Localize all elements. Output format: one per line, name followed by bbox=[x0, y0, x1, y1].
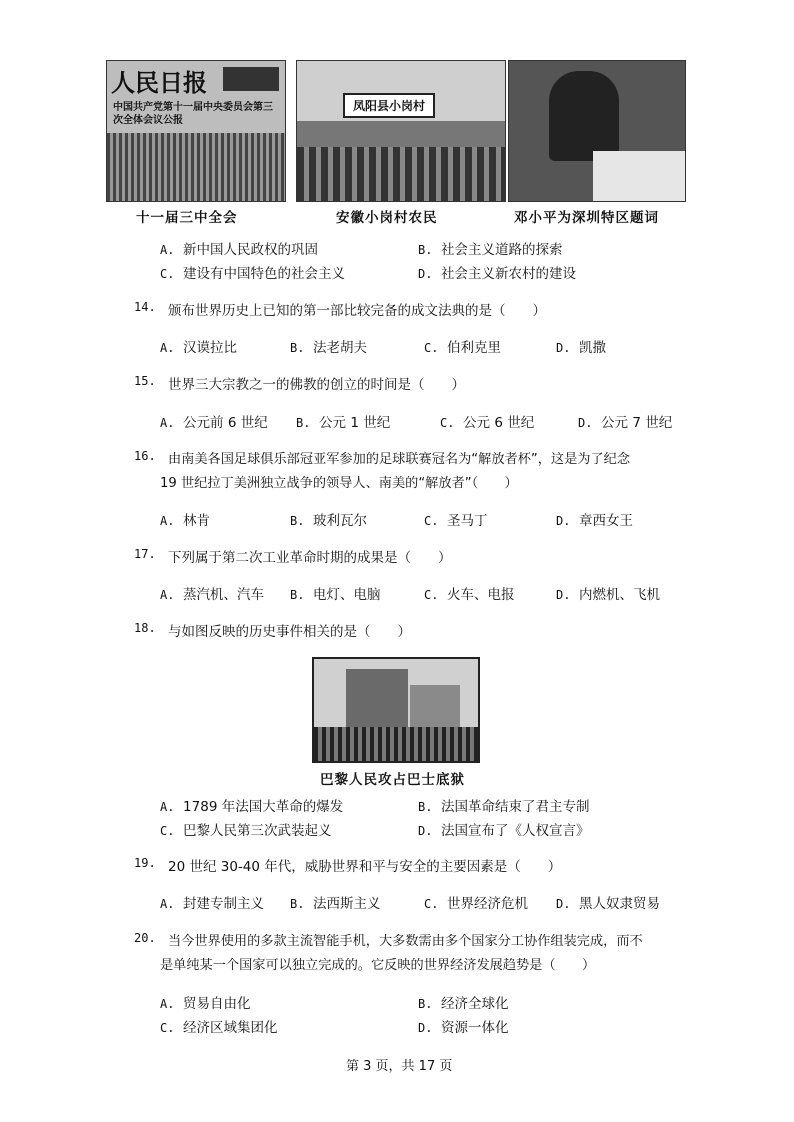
q17-number: 17. bbox=[134, 547, 156, 561]
option-text: 资源一体化 bbox=[441, 1020, 509, 1036]
q16-stem-line1: 由南美各国足球俱乐部冠亚军参加的足球联赛冠名为“解放者杯”，这是为了纪念 bbox=[168, 452, 631, 467]
option-text: 玻利瓦尔 bbox=[313, 513, 368, 529]
option-letter: C. bbox=[424, 588, 439, 602]
q20-number: 20. bbox=[134, 931, 156, 945]
option-text: 章西女王 bbox=[579, 513, 634, 529]
option-text: 圣马丁 bbox=[447, 513, 488, 529]
option-text: 内燃机、飞机 bbox=[579, 587, 661, 603]
option-text: 封建专制主义 bbox=[183, 896, 265, 912]
option-text: 汉谟拉比 bbox=[183, 340, 238, 356]
deng-inscription-photo bbox=[508, 60, 686, 202]
option-letter: A. bbox=[160, 514, 175, 528]
q17-stem: 下列属于第二次工业革命时期的成果是（ ） bbox=[168, 550, 452, 566]
option-text: 社会主义新农村的建设 bbox=[441, 266, 577, 282]
bastille-engraving bbox=[312, 657, 480, 763]
option-text: 火车、电报 bbox=[447, 587, 515, 603]
option-text: 贸易自由化 bbox=[183, 996, 251, 1012]
option-letter: A. bbox=[160, 416, 175, 430]
q16-option-b[interactable] bbox=[290, 509, 367, 529]
q19-option-b[interactable] bbox=[290, 892, 381, 912]
option-letter: D. bbox=[418, 1021, 433, 1035]
q15-option-d[interactable] bbox=[578, 411, 672, 431]
paper-sheet bbox=[593, 151, 685, 201]
option-letter: C. bbox=[440, 416, 455, 430]
gate-sign: 凤阳县小岗村 bbox=[343, 93, 435, 118]
q18-option-c[interactable] bbox=[160, 819, 332, 839]
q17-option-c[interactable] bbox=[424, 583, 515, 603]
option-text: 电灯、电脑 bbox=[313, 587, 381, 603]
q19-option-a[interactable] bbox=[160, 892, 264, 912]
q20-option-c[interactable] bbox=[160, 1016, 278, 1036]
option-text: 巴黎人民第三次武装起义 bbox=[183, 823, 332, 839]
q19-option-c[interactable] bbox=[424, 892, 528, 912]
q20-option-a[interactable] bbox=[160, 992, 251, 1012]
option-text: 凯撒 bbox=[579, 340, 607, 356]
option-letter: A. bbox=[160, 341, 175, 355]
option-text: 建设有中国特色的社会主义 bbox=[183, 266, 346, 282]
option-text: 蒸汽机、汽车 bbox=[183, 587, 265, 603]
option-text: 世界经济危机 bbox=[447, 896, 529, 912]
q15-option-c[interactable] bbox=[440, 411, 534, 431]
q15-option-a[interactable] bbox=[160, 411, 268, 431]
option-text: 林肯 bbox=[183, 513, 211, 529]
q14-option-d[interactable] bbox=[556, 336, 606, 356]
q14-stem: 颁布世界历史上已知的第一部比较完备的成文法典的是（ ） bbox=[168, 303, 546, 319]
q17-option-b[interactable] bbox=[290, 583, 381, 603]
newspaper-text-block bbox=[107, 133, 285, 201]
q14-option-c[interactable] bbox=[424, 336, 501, 356]
q13-option-a[interactable] bbox=[160, 238, 318, 258]
option-letter: D. bbox=[578, 416, 593, 430]
option-letter: C. bbox=[160, 1021, 175, 1035]
option-text: 公元 7 世纪 bbox=[601, 415, 673, 431]
option-letter: B. bbox=[418, 800, 433, 814]
page-footer: 第 3 页，共 17 页 bbox=[346, 1059, 453, 1074]
option-text: 法国宣布了《人权宣言》 bbox=[441, 823, 590, 839]
option-letter: C. bbox=[424, 897, 439, 911]
q14-option-a[interactable] bbox=[160, 336, 237, 356]
q18-option-a[interactable] bbox=[160, 795, 343, 815]
q15-option-b[interactable] bbox=[296, 411, 390, 431]
q20-stem-line2: 是单纯某一个国家可以独立完成的。它反映的世界经济发展趋势是（ ） bbox=[160, 958, 596, 973]
option-letter: B. bbox=[290, 341, 305, 355]
figure-shape bbox=[549, 71, 619, 161]
q18-option-b[interactable] bbox=[418, 795, 590, 815]
option-letter: D. bbox=[556, 514, 571, 528]
newspaper-headline: 中国共产党第十一届中央委员会第三次全体会议公报 bbox=[113, 102, 273, 126]
q14-option-b[interactable] bbox=[290, 336, 367, 356]
q13-option-b[interactable] bbox=[418, 238, 563, 258]
q17-option-a[interactable] bbox=[160, 583, 264, 603]
option-text: 1789 年法国大革命的爆发 bbox=[183, 799, 344, 815]
option-text: 伯利克里 bbox=[447, 340, 502, 356]
option-text: 经济区域集团化 bbox=[183, 1020, 278, 1036]
option-text: 法西斯主义 bbox=[313, 896, 381, 912]
q20-option-b[interactable] bbox=[418, 992, 509, 1012]
option-letter: C. bbox=[160, 267, 175, 281]
option-letter: B. bbox=[418, 243, 433, 257]
crowd bbox=[297, 147, 505, 201]
newspaper-photo bbox=[106, 60, 286, 202]
option-text: 法老胡夫 bbox=[313, 340, 368, 356]
q18-stem: 与如图反映的历史事件相关的是（ ） bbox=[168, 624, 411, 640]
option-text: 黑人奴隶贸易 bbox=[579, 896, 661, 912]
q14-number: 14. bbox=[134, 300, 156, 314]
option-letter: B. bbox=[296, 416, 311, 430]
option-text: 公元 6 世纪 bbox=[463, 415, 535, 431]
fortress-tower bbox=[346, 669, 408, 727]
q18-option-d[interactable] bbox=[418, 819, 590, 839]
xiaogang-photo bbox=[296, 60, 506, 202]
option-text: 新中国人民政权的巩固 bbox=[183, 242, 319, 258]
q18-number: 18. bbox=[134, 621, 156, 635]
option-text: 法国革命结束了君主专制 bbox=[441, 799, 590, 815]
newspaper-date-block bbox=[223, 67, 279, 91]
option-letter: D. bbox=[418, 267, 433, 281]
option-letter: B. bbox=[290, 588, 305, 602]
q13-option-c[interactable] bbox=[160, 262, 345, 282]
q16-number: 16. bbox=[134, 449, 156, 463]
option-letter: A. bbox=[160, 243, 175, 257]
option-letter: B. bbox=[290, 897, 305, 911]
option-text: 公元 1 世纪 bbox=[319, 415, 391, 431]
option-letter: C. bbox=[160, 824, 175, 838]
q16-option-c[interactable] bbox=[424, 509, 488, 529]
q16-option-d[interactable] bbox=[556, 509, 633, 529]
crowd-engraving bbox=[314, 727, 478, 761]
q19-number: 19. bbox=[134, 856, 156, 870]
photo-caption-1: 十一届三中全会 bbox=[136, 210, 238, 226]
option-letter: B. bbox=[290, 514, 305, 528]
q19-stem: 20 世纪 30-40 年代，威胁世界和平与安全的主要因素是（ ） bbox=[168, 859, 562, 875]
option-letter: C. bbox=[424, 514, 439, 528]
option-letter: D. bbox=[418, 824, 433, 838]
q16-option-a[interactable] bbox=[160, 509, 210, 529]
q15-number: 15. bbox=[134, 374, 156, 388]
option-letter: D. bbox=[556, 588, 571, 602]
option-letter: A. bbox=[160, 588, 175, 602]
option-letter: C. bbox=[424, 341, 439, 355]
photo-caption-3: 邓小平为深圳特区题词 bbox=[514, 210, 659, 226]
q19-option-d[interactable] bbox=[556, 892, 660, 912]
option-letter: A. bbox=[160, 997, 175, 1011]
bastille-caption: 巴黎人民攻占巴士底狱 bbox=[320, 772, 465, 788]
q16-stem-line2: 19 世纪拉丁美洲独立战争的领导人、南美的“解放者”（ ） bbox=[160, 476, 518, 491]
option-letter: D. bbox=[556, 897, 571, 911]
q13-option-d[interactable] bbox=[418, 262, 576, 282]
option-letter: D. bbox=[556, 341, 571, 355]
q15-stem: 世界三大宗教之一的佛教的创立的时间是（ ） bbox=[168, 377, 465, 393]
fortress-wall bbox=[410, 685, 460, 727]
q20-stem-line1: 当今世界使用的多款主流智能手机，大多数需由多个国家分工协作组装完成，而不 bbox=[168, 934, 643, 949]
newspaper-masthead: 人民日报 bbox=[111, 68, 207, 97]
option-text: 经济全球化 bbox=[441, 996, 509, 1012]
option-letter: B. bbox=[418, 997, 433, 1011]
option-text: 公元前 6 世纪 bbox=[183, 415, 268, 431]
option-letter: A. bbox=[160, 800, 175, 814]
option-text: 社会主义道路的探索 bbox=[441, 242, 563, 258]
option-letter: A. bbox=[160, 897, 175, 911]
q17-option-d[interactable] bbox=[556, 583, 660, 603]
photo-caption-2: 安徽小岗村农民 bbox=[336, 210, 438, 226]
q20-option-d[interactable] bbox=[418, 1016, 509, 1036]
